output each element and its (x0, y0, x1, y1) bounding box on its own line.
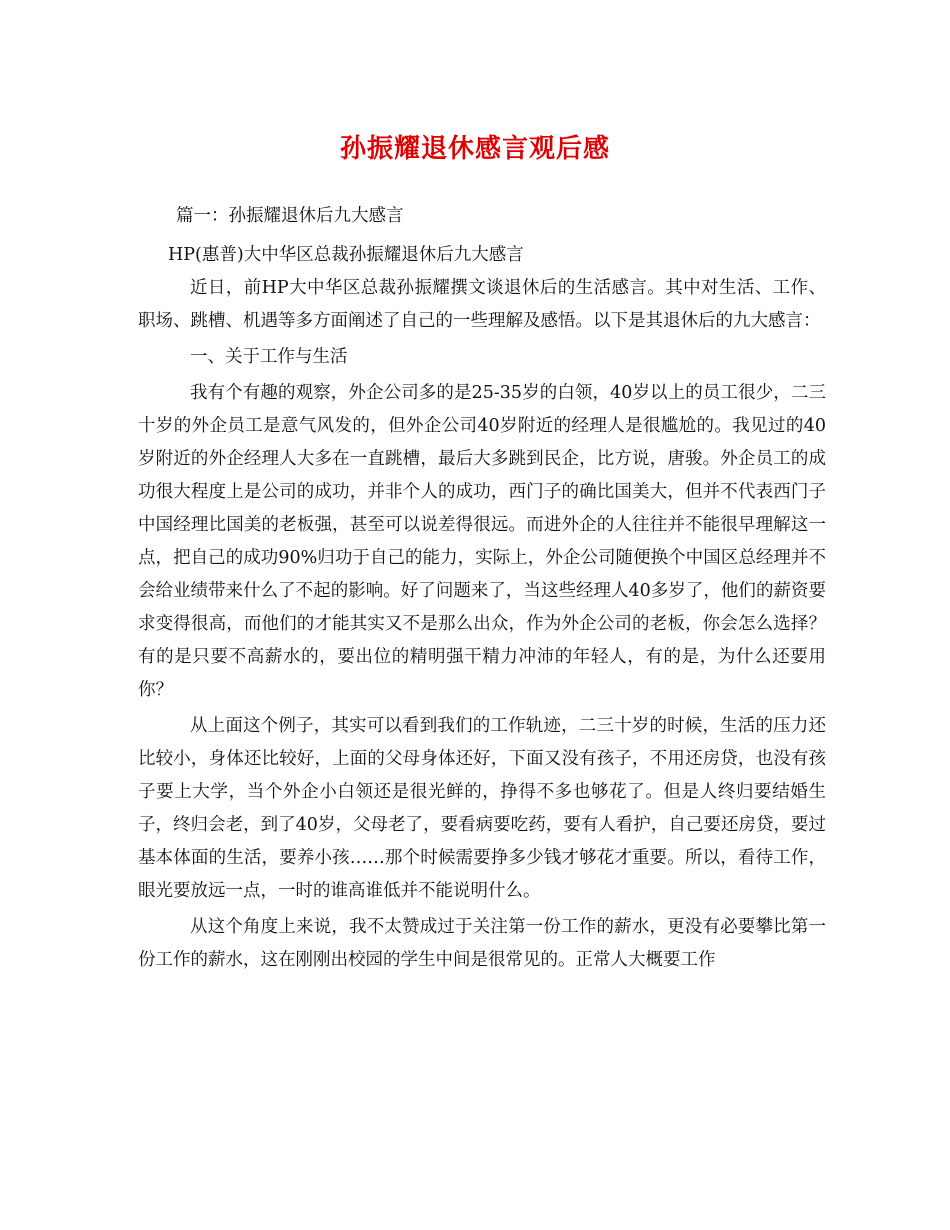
sub-heading: HP(惠普)大中华区总裁孙振耀退休后九大感言 (168, 245, 524, 265)
body-paragraph-3: 从这个角度上来说，我不太赞成过于关注第一份工作的薪水，更没有必要攀比第一份工作的薪水，这在刚刚出校园的学生中间是很常见的。正常人大概要工作 (138, 917, 826, 970)
document-body (138, 200, 826, 977)
body-paragraph-2: 从上面这个例子，其实可以看到我们的工作轨迹，二三十岁的时候，生活的压力还比较小，身体还比较好，上面的父母身体还好，下面又没有孩子，不用还房贷，也没有孩子要上大学，当个外企小白领还是很光鲜的，挣得不多也够花了。但是人终归要结婚生子，终归会老，到了40岁，父母老了，要看病要吃药，要有人看护，自己要还房贷，要过基本体面的生活，要养小孩……那个时候需要挣多少钱才够花才重要。所以，看待工作，眼光要放远一点，一时的谁高谁低并不能说明什么。 (138, 716, 826, 901)
body-paragraph-1: 我有个有趣的观察，外企公司多的是25-35岁的白领，40岁以上的员工很少，二三十岁的外企员工是意气风发的，但外企公司40岁附近的经理人是很尴尬的。我见过的40岁附近的外企经理人大多在一直跳槽，最后大多跳到民企，比方说，唐骏。外企员工的成功很大程度上是公司的成功，并非个人的成功，西门子的确比国美大，但并不代表西门子中国经理比国美的老板强，甚至可以说差得很远。而进外企的人往往并不能很早理解这一点，把自己的成功90%归功于自己的能力，实际上，外企公司随便换个中国区总经理并不会给业绩带来什么了不起的影响。好了问题来了，当这些经理人40多岁了，他们的薪资要求变得很高，而他们的才能其实又不是那么出众，作为外企公司的老板，你会怎么选择？有的是只要不高薪水的，要出位的精明强干精力冲沛的年轻人，有的是，为什么还要用你？ (138, 383, 826, 700)
section-heading: 篇一：孙振耀退休后九大感言 (176, 206, 404, 226)
intro-paragraph: 近日，前HP大中华区总裁孙振耀撰文谈退休后的生活感言。其中对生活、工作、职场、跳槽、机遇等多方面阐述了自己的一些理解及感悟。以下是其退休后的九大感言： (138, 278, 826, 331)
point-heading: 一、关于工作与生活 (190, 347, 348, 367)
document-title: 孙振耀退休感言观后感 (339, 134, 610, 164)
